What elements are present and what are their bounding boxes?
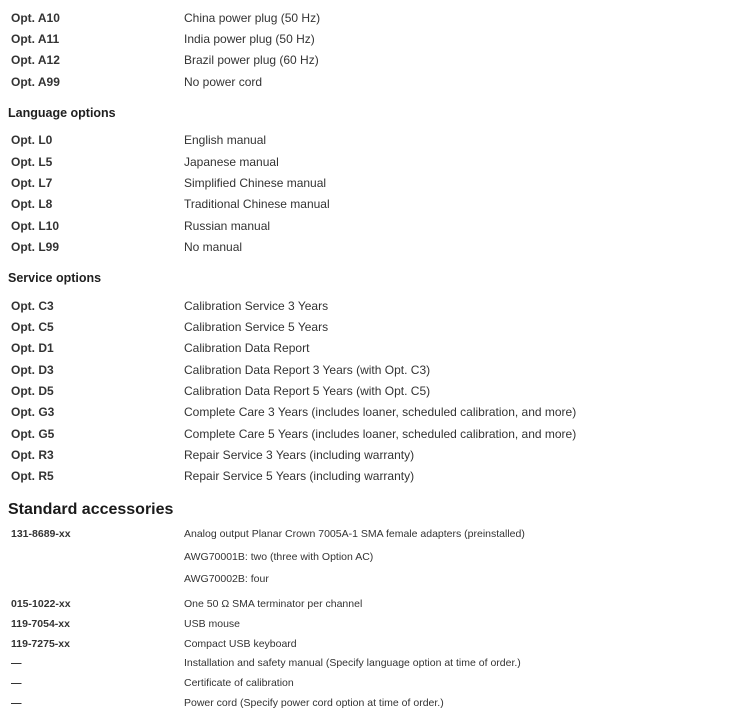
part-number: — [11, 657, 22, 669]
option-description: Brazil power plug (60 Hz) [184, 53, 319, 67]
part-number: — [11, 677, 22, 689]
language-options-heading: Language options [8, 106, 116, 120]
part-number: 015-1022-xx [11, 598, 71, 610]
option-description: No power cord [184, 75, 263, 89]
option-description: Japanese manual [184, 155, 279, 169]
option-description: No manual [184, 240, 243, 254]
part-number: — [11, 697, 22, 709]
accessory-description: Compact USB keyboard [184, 638, 297, 650]
accessory-description: One 50 Ω SMA terminator per channel [184, 598, 363, 610]
option-description: Calibration Data Report 5 Years (with Opt. C5) [184, 384, 431, 398]
accessory-description: AWG70002B: four [184, 573, 269, 585]
option-code: Opt. C3 [11, 299, 54, 313]
accessory-description: Power cord (Specify power cord option at time of order.) [184, 697, 444, 709]
option-code: Opt. G5 [11, 427, 55, 441]
option-description: Calibration Service 3 Years [184, 299, 329, 313]
part-number: 131-8689-xx [11, 528, 71, 540]
option-code: Opt. A12 [11, 53, 60, 67]
option-code: Opt. L99 [11, 240, 60, 254]
option-code: Opt. C5 [11, 320, 54, 334]
standard-accessories-heading: Standard accessories [8, 501, 174, 518]
part-number: 119-7275-xx [11, 638, 70, 650]
option-code: Opt. R3 [11, 448, 54, 462]
option-code: Opt. L8 [11, 197, 53, 211]
accessory-description: Certificate of calibration [184, 677, 294, 689]
option-code: Opt. D1 [11, 341, 54, 355]
accessory-description: Installation and safety manual (Specify language option at time of order.) [184, 657, 521, 669]
option-code: Opt. R5 [11, 469, 54, 483]
option-description: Russian manual [184, 219, 271, 233]
option-description: English manual [184, 133, 267, 147]
option-description: Repair Service 5 Years (including warranty) [184, 469, 415, 483]
option-code: Opt. L0 [11, 133, 53, 147]
option-description: Calibration Data Report 3 Years (with Opt. C3) [184, 363, 431, 377]
option-description: Complete Care 5 Years (includes loaner, scheduled calibration, and more) [184, 427, 577, 441]
option-code: Opt. G3 [11, 405, 55, 419]
accessory-description: USB mouse [184, 618, 241, 630]
accessory-description: Analog output Planar Crown 7005A-1 SMA female adapters (preinstalled) [184, 528, 525, 540]
option-description: Simplified Chinese manual [184, 176, 327, 190]
option-description: China power plug (50 Hz) [184, 11, 321, 25]
option-code: Opt. D5 [11, 384, 54, 398]
option-description: Complete Care 3 Years (includes loaner, scheduled calibration, and more) [184, 405, 577, 419]
option-description: India power plug (50 Hz) [184, 32, 315, 46]
service-options-heading: Service options [8, 271, 102, 285]
option-code: Opt. D3 [11, 363, 54, 377]
option-description: Calibration Service 5 Years [184, 320, 329, 334]
option-code: Opt. L5 [11, 155, 53, 169]
option-code: Opt. A11 [11, 32, 60, 46]
option-description: Calibration Data Report [184, 341, 310, 355]
option-code: Opt. L10 [11, 219, 60, 233]
option-code: Opt. A10 [11, 11, 60, 25]
option-code: Opt. L7 [11, 176, 53, 190]
option-description: Repair Service 3 Years (including warranty) [184, 448, 415, 462]
accessory-description: AWG70001B: two (three with Option AC) [184, 551, 374, 563]
part-number: 119-7054-xx [11, 618, 70, 630]
option-description: Traditional Chinese manual [184, 197, 330, 211]
option-code: Opt. A99 [11, 75, 60, 89]
